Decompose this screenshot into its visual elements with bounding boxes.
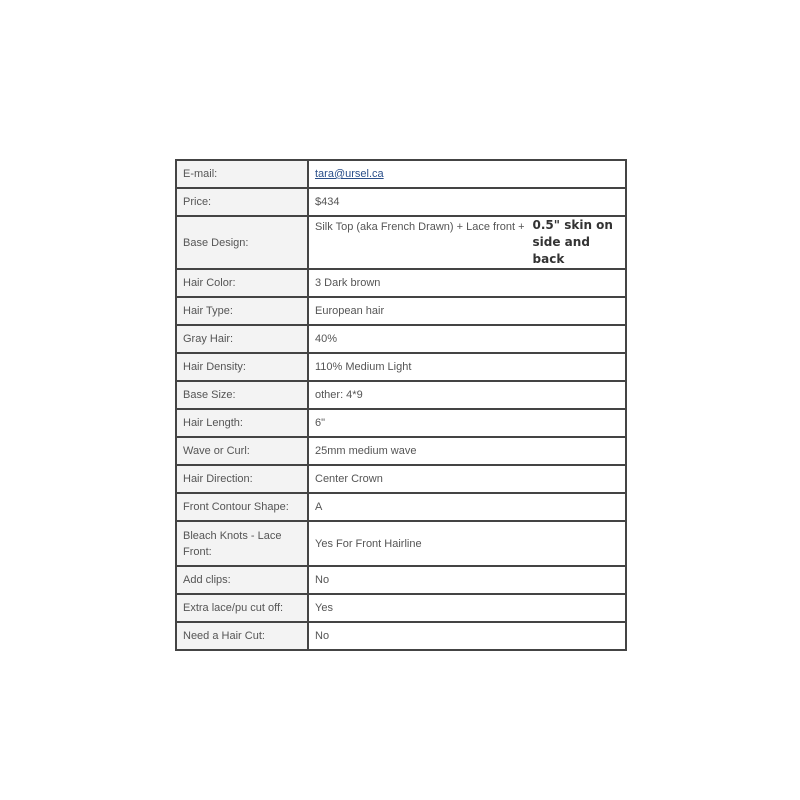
table-row	[176, 160, 626, 188]
order-details	[175, 159, 627, 651]
row-label-price: Price:	[176, 188, 308, 216]
row-value-email	[308, 160, 626, 188]
row-label-extra-lace: Extra lace/pu cut off:	[176, 594, 308, 622]
row-label-wave-or-curl: Wave or Curl:	[176, 437, 308, 465]
row-label-hair-direction: Hair Direction:	[176, 465, 308, 493]
row-label-base-design: Base Design:	[176, 216, 308, 269]
row-value-wave-or-curl: 25mm medium wave	[308, 437, 626, 465]
table-row	[176, 353, 626, 381]
table-row	[176, 188, 626, 216]
row-label-gray-hair: Gray Hair:	[176, 325, 308, 353]
table-row	[176, 622, 626, 650]
table-row	[176, 465, 626, 493]
table-row	[176, 594, 626, 622]
table-row	[176, 493, 626, 521]
table-row	[176, 325, 626, 353]
row-value-price: $434	[308, 188, 626, 216]
base-design-text: Silk Top (aka French Drawn) + Lace front +	[315, 221, 525, 233]
row-label-add-clips: Add clips:	[176, 566, 308, 594]
row-value-hair-color: 3 Dark brown	[308, 269, 626, 297]
row-label-base-size: Base Size:	[176, 381, 308, 409]
table-row	[176, 269, 626, 297]
email-link[interactable]: tara@ursel.ca	[315, 168, 384, 180]
row-label-hair-color: Hair Color:	[176, 269, 308, 297]
row-value-hair-length: 6"	[308, 409, 626, 437]
order-details-table	[175, 159, 627, 651]
table-row	[176, 566, 626, 594]
row-value-extra-lace: Yes	[308, 594, 626, 622]
row-label-email: E-mail:	[176, 160, 308, 188]
row-value-add-clips: No	[308, 566, 626, 594]
row-label-hair-length: Hair Length:	[176, 409, 308, 437]
row-label-hair-type: Hair Type:	[176, 297, 308, 325]
row-value-hair-direction: Center Crown	[308, 465, 626, 493]
table-row	[176, 409, 626, 437]
row-value-hair-cut: No	[308, 622, 626, 650]
table-row	[176, 297, 626, 325]
row-label-bleach-knots: Bleach Knots - Lace Front:	[176, 521, 308, 566]
row-value-gray-hair: 40%	[308, 325, 626, 353]
row-value-base-size: other: 4*9	[308, 381, 626, 409]
row-value-base-design	[308, 216, 626, 269]
row-value-front-contour-shape: A	[308, 493, 626, 521]
row-value-hair-type: European hair	[308, 297, 626, 325]
table-row	[176, 437, 626, 465]
row-label-hair-density: Hair Density:	[176, 353, 308, 381]
base-design-addon: 0.5" skin on side and back	[532, 218, 613, 266]
table-row	[176, 521, 626, 566]
row-value-bleach-knots: Yes For Front Hairline	[308, 521, 626, 566]
row-value-hair-density: 110% Medium Light	[308, 353, 626, 381]
row-label-hair-cut: Need a Hair Cut:	[176, 622, 308, 650]
row-label-front-contour-shape: Front Contour Shape:	[176, 493, 308, 521]
table-row	[176, 381, 626, 409]
table-row	[176, 216, 626, 269]
